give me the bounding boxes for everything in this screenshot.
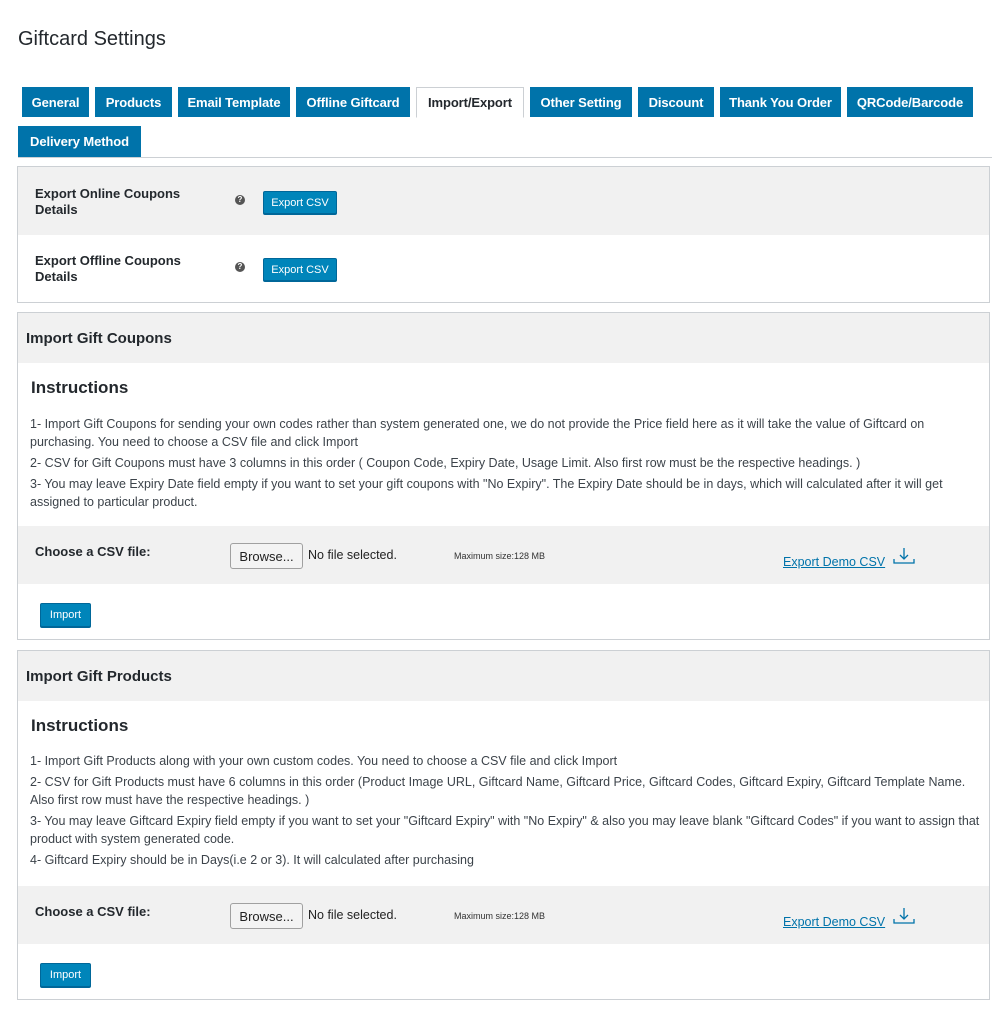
download-icon[interactable] [890,546,918,566]
instruction-item: 1- Import Gift Coupons for sending your own codes rather than system generated one, we do not provide the Price field here as it will take the value of Giftcard on purchasing. You need to choose a CSV file and click Import [30,417,925,449]
help-icon[interactable]: ? [235,262,245,272]
export-demo-csv-link[interactable]: Export Demo CSV [783,555,886,569]
tab-qrcode-barcode[interactable] [847,87,973,117]
help-icon[interactable]: ? [235,195,245,205]
export-online-row [18,167,989,235]
export-offline-label: Export Offline Coupons Details [35,253,181,284]
instruction-item: 2- CSV for Gift Coupons must have 3 columns in this order ( Coupon Code, Expiry Date, Usage Limit. Also first row must be the respective headings. ) [30,456,861,470]
section-header [18,313,989,363]
export-panel [17,166,990,303]
instructions-title: Instructions [31,716,129,735]
browse-button[interactable]: Browse... [230,903,303,929]
tab-label: QRCode/Barcode [856,94,964,110]
import-coupons-button[interactable]: Import [40,603,91,627]
tab-label: Offline Giftcard [306,94,400,110]
max-size-note: Maximum size:128 MB [454,551,546,561]
file-upload-row [18,886,989,944]
import-products-button[interactable]: Import [40,963,91,987]
browse-button[interactable]: Browse... [230,543,303,569]
tab-thank-you-order[interactable] [720,87,841,117]
tab-label: Discount [648,94,704,110]
export-online-label: Export Online Coupons Details [35,186,181,217]
instruction-item: 2- CSV for Gift Products must have 6 columns in this order (Product Image URL, Giftcard Name, Giftcard Price, Giftcard Codes, Giftcard Expiry, Giftcard Template Name. Also first row must have the respective headings. ) [30,775,966,807]
tab-label: Products [105,94,162,110]
export-offline-csv-button[interactable]: Export CSV [263,258,337,281]
file-status: No file selected. [308,908,397,922]
tab-label: Email Template [187,94,281,110]
tab-label: Import/Export [428,95,512,110]
settings-tabs [22,87,992,159]
section-title: Import Gift Coupons [26,330,172,347]
tab-products[interactable] [95,87,172,117]
page-title: Giftcard Settings [18,28,166,50]
instructions-title: Instructions [31,378,129,397]
file-label: Choose a CSV file: [35,544,151,559]
instruction-item: 1- Import Gift Products along with your own custom codes. You need to choose a CSV file and click Import [30,754,618,768]
instructions-list [30,415,985,514]
tab-label: Other Setting [540,94,622,110]
file-upload-row [18,526,989,584]
tab-label: Delivery Method [30,134,129,149]
import-coupons-panel [17,312,990,640]
tab-import-export[interactable] [416,87,524,118]
instruction-item: 3- You may leave Expiry Date field empty if you want to set your gift coupons with "No Expiry". The Expiry Date should be in days, which will calculated after it will get assigned to particular product. [30,477,943,509]
export-demo-csv-link[interactable]: Export Demo CSV [783,915,886,929]
tab-label: Thank You Order [729,94,832,110]
import-products-panel [17,650,990,1000]
tab-delivery-method[interactable] [18,126,141,157]
max-size-note: Maximum size:128 MB [454,911,546,921]
export-online-csv-button[interactable]: Export CSV [263,191,337,214]
tabs-divider [18,157,992,158]
export-offline-row [18,235,989,303]
tab-other-setting[interactable] [530,87,632,117]
section-header [18,651,989,701]
instructions-list [30,752,985,872]
instruction-item: 4- Giftcard Expiry should be in Days(i.e 2 or 3). It will calculated after purchasing [30,853,474,867]
tab-label: General [31,94,80,110]
tab-general[interactable] [22,87,89,117]
file-label: Choose a CSV file: [35,904,151,919]
tab-offline-giftcard[interactable] [296,87,410,117]
file-status: No file selected. [308,548,397,562]
section-title: Import Gift Products [26,668,172,685]
download-icon[interactable] [890,906,918,926]
instruction-item: 3- You may leave Giftcard Expiry field empty if you want to set your "Giftcard Expiry" with "No Expiry" & also you may leave blank "Giftcard Codes" if you want to assign that product with system generated code. [30,814,980,846]
tab-email-template[interactable] [178,87,290,117]
tab-discount[interactable] [638,87,714,117]
